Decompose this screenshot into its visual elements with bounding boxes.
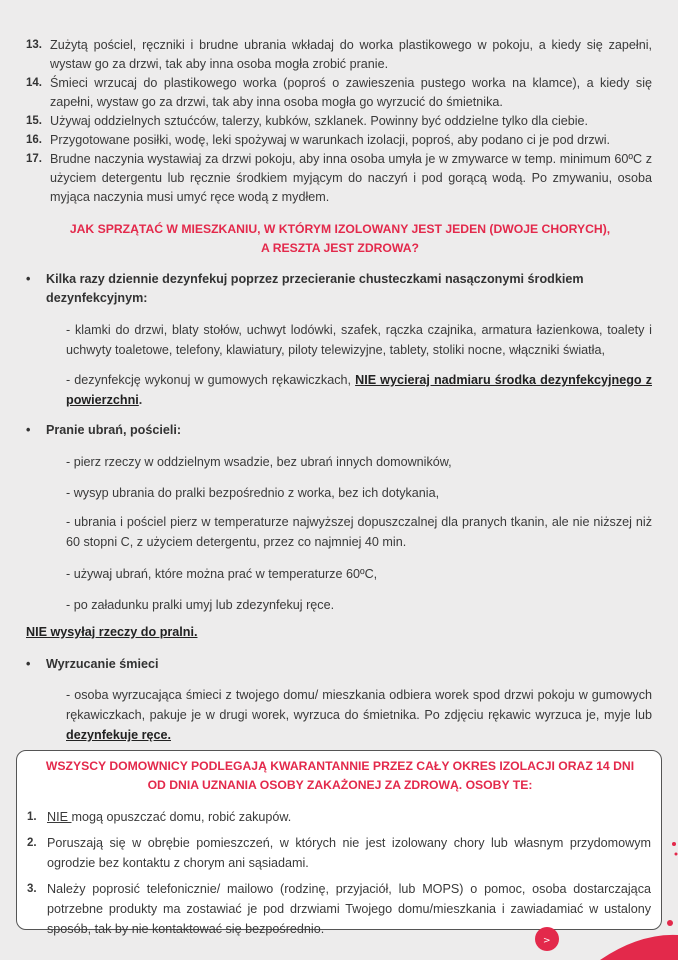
bullet-sub-item: - pierz rzeczy w oddzielnym wsadzie, bez ubrań innych domowników,: [66, 455, 452, 469]
box-heading: [25, 757, 655, 795]
item-text: Używaj oddzielnych sztućców, talerzy, kubków, szklanek. Powinny być oddzielne tylko dla ciebie.: [50, 114, 589, 128]
bullet-laundry: [26, 421, 652, 440]
decorative-shapes: [520, 915, 678, 960]
heading-line: JAK SPRZĄTAĆ W MIESZKANIU, W KTÓRYM IZOLOWANY JEST JEDEN (DWOJE CHORYCH),: [69, 222, 611, 236]
arrow-icon: >: [543, 936, 551, 946]
bullet-title: Wyrzucanie śmieci: [46, 657, 159, 671]
list-item: [26, 112, 652, 131]
bullet-sub-item: - ubrania i pościel pierz w temperaturze najwyższej dopuszczalnej dla pranych tkanin, ale nie niższej niż 60 stopni C, z użyciem detergentu, przez co najmniej 40 min.: [66, 515, 652, 549]
bullet-disinfect: [26, 270, 652, 308]
bullet-dot: •: [26, 272, 31, 286]
bullet-sub-item: [66, 685, 652, 745]
item-text: Śmieci wrzucaj do plastikowego worka (poproś o zawieszenia pustego worka na klamce), a kiedy się zapełni, wystaw go za drzwi, tak aby inna osoba mogła go wyrzucić do śmietnika.: [50, 76, 652, 109]
bullet-sub-item: - po załadunku pralki umyj lub zdezynfekuj ręce.: [66, 598, 335, 612]
emphasis-text: NIE wycieraj nadmiaru środka dezynfekcyjnego z powierzchni: [66, 373, 652, 407]
heading-line: OD DNIA UZNANIA OSOBY ZAKAŻONEJ ZA ZDROWĄ. OSOBY TE:: [147, 778, 533, 792]
no-laundry-note: NIE wysyłaj rzeczy do pralni.: [26, 625, 198, 639]
decor-dot: [667, 920, 673, 926]
list-item: [26, 36, 652, 74]
item-text: Należy poprosić telefonicznie/ mailowo (rodzinę, przyjaciół, lub MOPS) o pomoc, osoba dostarczająca potrzebne produkty ma zostawiać je pod drzwiami Twojego domu/mieszkania i zawiadamiać w ustalony sposób, tak by nie kontaktować się bezpośrednio.: [47, 882, 651, 936]
item-text: Brudne naczynia wystawiaj za drzwi pokoju, aby inna osoba umyła je w zmywarce w temp. minimum 60ºC z użyciem detergentu lub ręcznie środkiem myjącym do naczyń i pod gorącą wodą. Po zmywaniu, osoba myjąca naczynia musi umyć ręce wodą z mydłem.: [50, 152, 652, 204]
sub-text: - osoba wyrzucająca śmieci z twojego domu/ mieszkania odbiera worek spod drzwi pokoju w gumowych rękawiczkach, pakuje je w drugi worek, wyrzuca do śmietnika. Po zdjęciu rękawic wyrzuca je, myje lub: [66, 688, 652, 722]
decor-dot: [672, 842, 676, 846]
item-body: mogą opuszczać domu, robić zakupów.: [71, 810, 292, 824]
item-number: 15.: [26, 115, 42, 127]
list-item: [26, 150, 652, 207]
item-text: Poruszają się w obrębie pomieszczeń, w których nie jest izolowany chory lub własnym przydomowym ogrodzie bez kontaktu z chorym ani sąsiadami.: [47, 836, 651, 870]
sub-text-end: .: [138, 393, 143, 407]
bullet-sub-item: - klamki do drzwi, blaty stołów, uchwyt lodówki, szafek, rączka czajnika, armatura łazienkowa, toalety i uchwyty toaletowe, telefony, klawiatury, piloty telewizyjne, tablety, stoliki nocne, włączniki światła,: [66, 323, 652, 357]
item-text: Przygotowane posiłki, wodę, leki spożywaj w warunkach izolacji, poproś, aby podano ci je pod drzwi.: [50, 133, 611, 147]
item-number: 14.: [26, 77, 42, 89]
list-item: [27, 807, 651, 827]
item-lead: NIE: [47, 810, 72, 824]
list-item: [26, 74, 652, 112]
item-number: 2.: [27, 837, 37, 849]
quarantine-box: [16, 750, 662, 936]
heading-line: WSZYSCY DOMOWNICY PODLEGAJĄ KWARANTANNIE PRZEZ CAŁY OKRES IZOLACJI ORAZ 14 DNI: [45, 759, 635, 773]
item-number: 17.: [26, 153, 42, 165]
item-number: 1.: [27, 811, 37, 823]
bullet-title: Kilka razy dziennie dezynfekuj poprzez przecieranie chusteczkami nasączonymi środkiem dezynfekcyjnym:: [46, 272, 584, 305]
decor-dot: [675, 853, 678, 856]
item-number: 13.: [26, 39, 42, 51]
numbered-list: [26, 36, 652, 207]
section-heading: [40, 220, 640, 258]
list-item: [27, 833, 651, 873]
list-item: [26, 131, 652, 150]
heading-line: A RESZTA JEST ZDROWA?: [261, 241, 419, 255]
decor-wave: [600, 935, 678, 960]
bullet-dot: •: [26, 657, 31, 671]
decorative-dots: [668, 840, 678, 860]
item-number: 3.: [27, 883, 37, 895]
item-text: Zużytą pościel, ręczniki i brudne ubrania wkładaj do worka plastikowego w pokoju, a kiedy się zapełni, wystaw go za drzwi, tak aby inna osoba mogła zrobić pranie.: [50, 38, 652, 71]
bullet-sub-item: - wysyp ubrania do pralki bezpośrednio z worka, bez ich dotykania,: [66, 486, 440, 500]
sub-text: - dezynfekcję wykonuj w gumowych rękawiczkach,: [66, 373, 356, 387]
item-number: 16.: [26, 134, 42, 146]
bullet-sub-item: - używaj ubrań, które można prać w temperaturze 60ºC,: [66, 567, 378, 581]
bullet-dot: •: [26, 423, 31, 437]
emphasis-text: dezynfekuje ręce.: [66, 728, 171, 742]
bullet-title: Pranie ubrań, pościeli:: [46, 423, 182, 437]
item-text: [47, 807, 651, 827]
bullet-trash: [26, 655, 652, 674]
bullet-sub-item: [66, 370, 652, 410]
